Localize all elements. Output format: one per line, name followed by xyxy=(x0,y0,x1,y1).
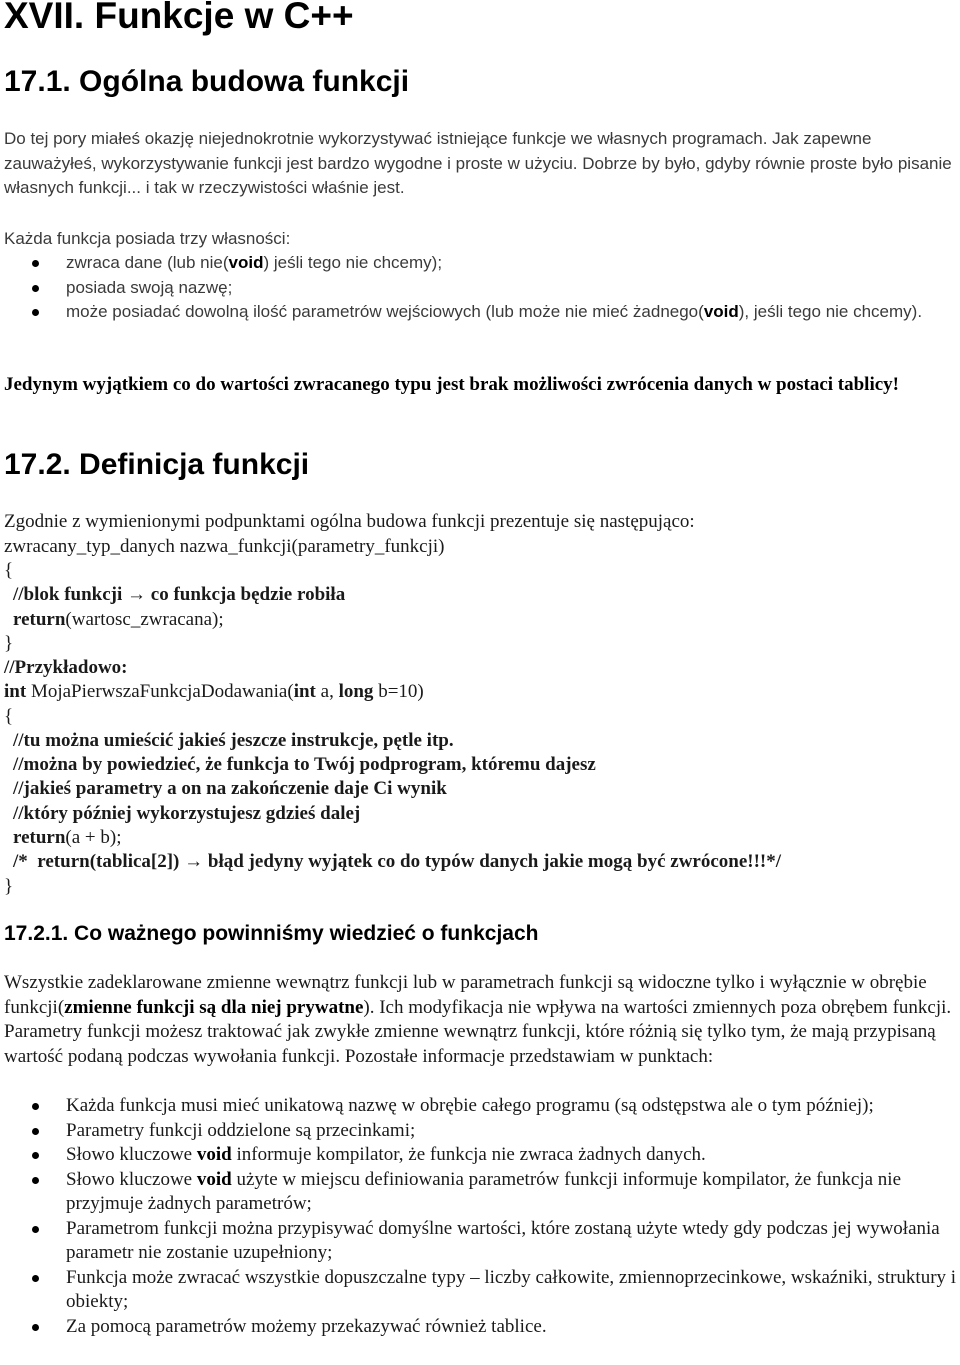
list-item: Każda funkcja musi mieć unikatową nazwę w obrębie całego programu (są odstępstwa ale o tym później); xyxy=(0,1094,958,1119)
code-return-line: return(wartosc_zwracana); xyxy=(13,609,224,630)
definition-intro: Zgodnie z wymienionymi podpunktami ogólna budowa funkcji prezentuje się następująco: xyxy=(4,511,695,532)
list-item: Parametry funkcji oddzielone są przecinkami; xyxy=(0,1119,958,1144)
code-example-label: //Przykładowo: xyxy=(4,657,128,678)
bullet-icon xyxy=(32,260,39,267)
bullet-icon xyxy=(32,1128,39,1135)
scope-paragraph: Wszystkie zadeklarowane zmienne wewnątrz funkcji lub w parametrach funkcji są widoczne tylko i wyłącznie w obrębie funkcji(zmienne funkcji są dla niej prywatne). Ich modyfikacja nie wpływa na wartości zmiennych poza obrębem funkcji. Parametry funkcji możesz traktować jak zwykłe zmienne wewnątrz funkcji, które różnią się tylko tym, że mają przypisaną wartość podaną podczas wywołania funkcji. Pozostałe informacje przedstawiam w punktach: xyxy=(4,972,952,1067)
bullet-icon xyxy=(32,1324,39,1331)
code-comment-line: //jakieś parametry a on na zakończenie daje Ci wynik xyxy=(13,778,447,799)
code-example-open-brace: { xyxy=(4,706,14,727)
code-comment-line: //można by powiedzieć, że funkcja to Twój podprogram, któremu dajesz xyxy=(13,754,596,775)
arrow-right-icon: → xyxy=(184,851,204,872)
list-item: Za pomocą parametrów możemy przekazywać również tablice. xyxy=(0,1315,958,1340)
properties-list xyxy=(0,251,958,325)
document-title: XVII. Funkcje w C++ xyxy=(4,0,354,36)
code-example-signature: int MojaPierwszaFunkcjaDodawania(int a, long b=10) xyxy=(4,681,424,702)
list-item: Funkcja może zwracać wszystkie dopuszczalne typy – liczby całkowite, zmiennoprzecinkowe, wskaźniki, struktury i obiekty; xyxy=(0,1266,958,1315)
arrow-right-icon: → xyxy=(127,584,147,605)
intro-paragraph: Do tej pory miałeś okazję niejednokrotnie wykorzystywać istniejące funkcje we własnych programach. Jak zapewne zauważyłeś, wykorzystywanie funkcji jest bardzo wygodne i proste w użyciu. Dobrze by było, gdyby równie proste było pisanie własnych funkcji... i tak w rzeczywistości właśnie jest. xyxy=(4,129,952,197)
code-signature: zwracany_typ_danych nazwa_funkcji(parametry_funkcji) xyxy=(4,536,445,557)
code-open-brace: { xyxy=(4,560,14,581)
properties-intro: Każda funkcja posiada trzy własności: xyxy=(4,229,291,248)
code-close-brace: } xyxy=(4,633,14,654)
important-note: Jedynym wyjątkiem co do wartości zwracanego typu jest brak możliwości zwrócenia danych w postaci tablicy! xyxy=(4,374,900,395)
code-example-last-comment: /* return(tablica[2]) → błąd jedyny wyjątek co do typów danych jakie mogą być zwrócone!!!*/ xyxy=(13,851,782,872)
bullet-icon xyxy=(32,309,39,316)
section-heading-general-structure: 17.1. Ogólna budowa funkcji xyxy=(4,65,410,98)
list-item: Słowo kluczowe void użyte w miejscu definiowania parametrów funkcji informuje kompilator, że funkcja nie przyjmuje żadnych parametrów; xyxy=(0,1168,958,1217)
facts-list xyxy=(0,1094,958,1339)
section-heading-function-definition: 17.2. Definicja funkcji xyxy=(4,448,310,481)
list-item: Słowo kluczowe void informuje kompilator, że funkcja nie zwraca żadnych danych. xyxy=(0,1143,958,1168)
bullet-icon xyxy=(32,1152,39,1159)
bullet-icon xyxy=(32,1103,39,1110)
bullet-icon xyxy=(32,1275,39,1282)
bullet-icon xyxy=(32,1226,39,1233)
list-item: posiada swoją nazwę; xyxy=(0,276,958,301)
code-example-return: return(a + b); xyxy=(13,827,122,848)
bullet-icon xyxy=(32,285,39,292)
code-example-close-brace: } xyxy=(4,876,14,897)
subsection-heading-important: 17.2.1. Co ważnego powinniśmy wiedzieć o funkcjach xyxy=(4,922,539,945)
bullet-icon xyxy=(32,1177,39,1184)
code-comment-line: //tu można umieścić jakieś jeszcze instrukcje, pętle itp. xyxy=(13,730,454,751)
code-comment-line: //który później wykorzystujesz gdzieś dalej xyxy=(13,803,361,824)
list-item: zwraca dane (lub nie(void) jeśli tego nie chcemy); xyxy=(0,251,958,276)
list-item: może posiadać dowolną ilość parametrów wejściowych (lub może nie mieć żadnego(void), jeśli tego nie chcemy). xyxy=(0,300,958,325)
list-item: Parametrom funkcji można przypisywać domyślne wartości, które zostaną użyte wtedy gdy podczas jej wywołania parametr nie zostanie uzupełniony; xyxy=(0,1217,958,1266)
code-block-comment: //blok funkcji → co funkcja będzie robiła xyxy=(13,584,346,605)
